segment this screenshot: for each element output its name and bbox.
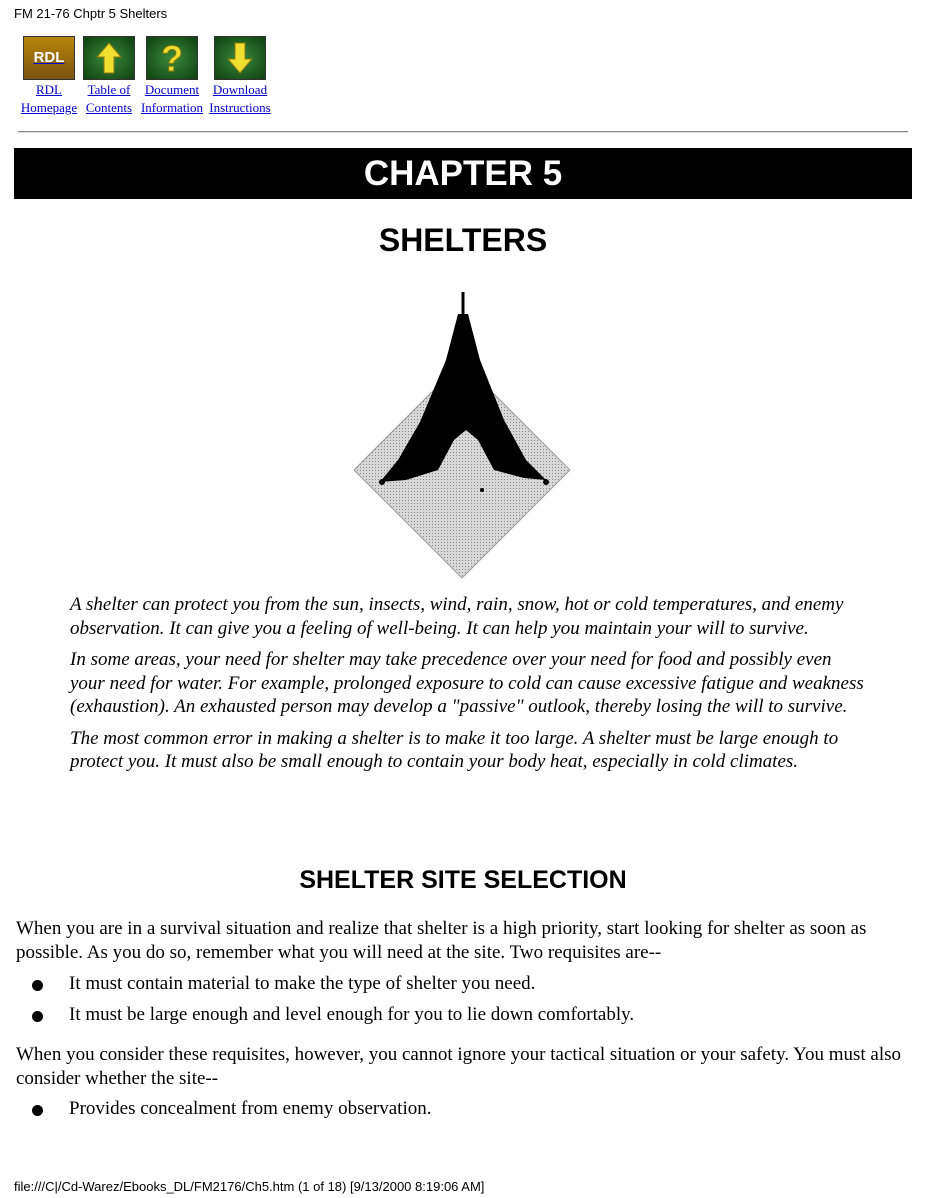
body-paragraph: When you are in a survival situation and realize that shelter is a high priority, start looking for shelter as soon as possible. As you do so, remember what you will need at the site. Two requisites are--: [16, 918, 867, 963]
list-item: It must be large enough and level enough for you to lie down comfortably.: [28, 1003, 898, 1027]
tent-illustration: [354, 290, 574, 590]
down-arrow-icon: [214, 36, 266, 80]
chapter-banner: [14, 148, 912, 199]
page-header-title: FM 21-76 Chptr 5 Shelters: [14, 6, 168, 21]
nav-label: Contents: [85, 100, 133, 115]
nav-table-of-contents[interactable]: [80, 36, 138, 117]
list-item: Provides concealment from enemy observation.: [28, 1097, 898, 1121]
chapter-label: CHAPTER 5: [363, 153, 563, 193]
rdl-logo-icon: [23, 36, 75, 80]
section-heading: SHELTER SITE SELECTION: [299, 866, 627, 894]
nav-document-information[interactable]: [138, 36, 206, 117]
page-title: SHELTERS: [378, 222, 548, 258]
list-item: It must contain material to make the type of shelter you need.: [28, 972, 898, 996]
nav-label: RDL: [36, 82, 62, 97]
nav-download-instructions[interactable]: [206, 36, 274, 117]
nav-label: Information: [140, 100, 204, 115]
nav-label: Homepage: [20, 100, 78, 115]
up-arrow-icon: [83, 36, 135, 80]
intro-paragraph: The most common error in making a shelter is to make it too large. A shelter must be large enough to protect you. It must also be small enough to contain your body heat, especially in cold climates.: [70, 727, 839, 772]
question-mark-icon: [146, 36, 198, 80]
nav-label: Document: [144, 82, 200, 97]
svg-text:?: ?: [161, 40, 183, 76]
page-footer: file:///C|/Cd-Warez/Ebooks_DL/FM2176/Ch5.htm (1 of 18) [9/13/2000 8:19:06 AM]: [14, 1179, 485, 1194]
site-criteria-list: [28, 1097, 898, 1121]
intro-paragraph: A shelter can protect you from the sun, insects, wind, rain, snow, hot or cold temperatures, and enemy observation. It can give you a feeling of well-being. It can help you maintain your will to survive.: [70, 594, 844, 639]
divider: [18, 131, 908, 133]
nav-label: Download: [212, 82, 268, 97]
requisites-list: [28, 972, 898, 1026]
intro-text: [70, 593, 870, 782]
nav-bar: [18, 36, 274, 117]
nav-label: Instructions: [209, 100, 271, 115]
nav-label: Table of: [87, 82, 131, 97]
rdl-logo-text: RDL: [33, 48, 65, 66]
intro-paragraph: In some areas, your need for shelter may take precedence over your need for food and possibly even your need for water. For example, prolonged exposure to cold can cause excessive fatigue and weakness (exhaustion). An exhausted person may develop a "passive" outlook, thereby losing the will to survive.: [70, 649, 864, 717]
nav-rdl-homepage[interactable]: [18, 36, 80, 117]
body-paragraph: When you consider these requisites, however, you cannot ignore your tactical situation or your safety. You must also consider whether the site--: [16, 1044, 902, 1089]
